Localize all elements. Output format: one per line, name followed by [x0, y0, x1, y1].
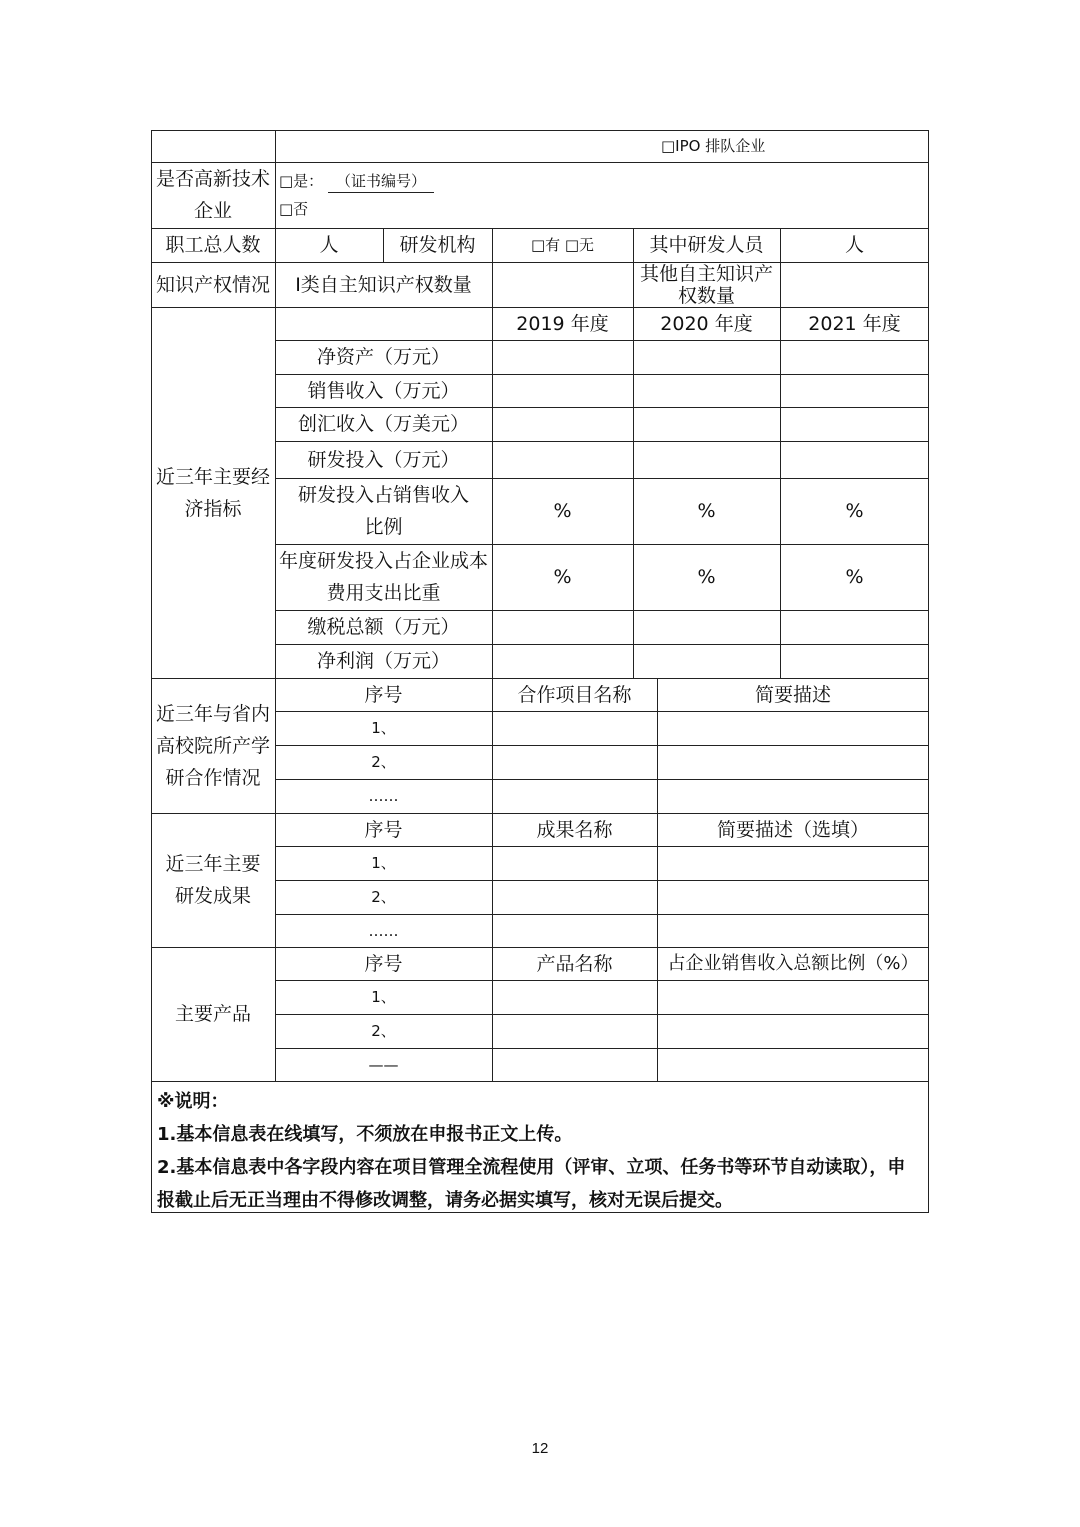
products-header-share: 占企业销售收入总额比例（%）: [667, 952, 919, 974]
results-header-index: 序号: [364, 818, 403, 841]
econ-value-field[interactable]: [492, 610, 633, 644]
coop-row-index: 1、: [371, 719, 396, 737]
econ-row-label: 研发投入占销售收入比例: [297, 484, 469, 538]
econ-row-label: 净资产（万元）: [316, 346, 450, 368]
ipo-queue-checkbox[interactable]: □IPO 排队企业: [661, 137, 766, 155]
econ-value-field[interactable]: [633, 644, 780, 678]
coop-desc-field[interactable]: [657, 779, 929, 813]
page-number: 12: [531, 1440, 549, 1457]
products-row-index: 2、: [371, 1022, 396, 1040]
instructions-note: [151, 1081, 929, 1213]
results-row-index: ……: [368, 921, 399, 940]
coop-project-field[interactable]: [492, 779, 657, 813]
coop-desc-field[interactable]: [657, 745, 929, 779]
econ-value-field[interactable]: [633, 407, 780, 441]
note-item-1: 1.基本信息表在线填写，不须放在申报书正文上传。: [157, 1124, 573, 1145]
econ-value-field[interactable]: [633, 441, 780, 478]
high-tech-label: 是否高新技术企业: [155, 168, 270, 222]
ip-other-label: 其他自主知识产权数量: [639, 262, 773, 307]
results-desc-field[interactable]: [657, 914, 929, 947]
results-name-field[interactable]: [492, 914, 657, 947]
ip-label: 知识产权情况: [155, 273, 270, 296]
staff-total-field[interactable]: 人: [319, 234, 339, 256]
coop-row-index: ……: [368, 787, 399, 805]
econ-value-field[interactable]: [780, 407, 929, 441]
note-title: ※说明：: [157, 1091, 229, 1112]
staff-total-label: 职工总人数: [165, 234, 261, 256]
high-tech-no-checkbox[interactable]: □否: [279, 200, 309, 218]
rd-staff-label: 其中研发人员: [649, 234, 764, 256]
results-header-name: 成果名称: [536, 818, 613, 841]
econ-value-field[interactable]: [633, 340, 780, 374]
ip-class1-field[interactable]: [492, 262, 633, 307]
basic-info-form: [151, 130, 929, 1213]
econ-value-field[interactable]: [633, 374, 780, 407]
econ-value-field[interactable]: [492, 407, 633, 441]
coop-row-index: 2、: [371, 753, 396, 771]
cert-number-field[interactable]: （证书编号）: [328, 170, 434, 193]
products-header-name: 产品名称: [536, 952, 613, 975]
econ-section-label: 近三年主要经济指标: [155, 465, 270, 520]
coop-header-index: 序号: [364, 683, 403, 706]
rd-org-label: 研发机构: [399, 234, 476, 256]
ip-class1-label: Ⅰ类自主知识产权数量: [295, 273, 472, 296]
rd-staff-field[interactable]: 人: [844, 234, 864, 256]
econ-value-field[interactable]: [780, 374, 929, 407]
econ-value-field[interactable]: [780, 644, 929, 678]
econ-value-field[interactable]: [492, 441, 633, 478]
high-tech-options: [275, 162, 929, 228]
results-row-index: 2、: [371, 888, 396, 906]
coop-header-desc: 简要描述: [754, 683, 831, 706]
products-share-field[interactable]: [657, 1048, 929, 1081]
products-share-field[interactable]: [657, 980, 929, 1014]
ip-other-field[interactable]: [780, 262, 929, 307]
high-tech-yes-checkbox[interactable]: □是： （证书编号）: [279, 167, 434, 195]
products-row-index: 1、: [371, 988, 396, 1006]
econ-percent-field[interactable]: %: [845, 566, 864, 588]
econ-value-field[interactable]: [780, 441, 929, 478]
products-name-field[interactable]: [492, 1014, 657, 1048]
results-header-desc: 简要描述（选填）: [716, 818, 869, 841]
products-name-field[interactable]: [492, 980, 657, 1014]
econ-row-label: 缴税总额（万元）: [307, 616, 460, 638]
products-header-index: 序号: [364, 952, 403, 975]
econ-value-field[interactable]: [492, 644, 633, 678]
coop-project-field[interactable]: [492, 711, 657, 745]
coop-project-field[interactable]: [492, 745, 657, 779]
results-name-field[interactable]: [492, 846, 657, 880]
econ-value-field[interactable]: [633, 610, 780, 644]
products-share-field[interactable]: [657, 1014, 929, 1048]
products-row-index: ——: [368, 1055, 399, 1074]
econ-percent-field[interactable]: %: [553, 500, 572, 522]
econ-percent-field[interactable]: %: [553, 566, 572, 588]
coop-header-project: 合作项目名称: [517, 683, 632, 706]
year-header-2020: 2020 年度: [660, 312, 753, 335]
results-desc-field[interactable]: [657, 846, 929, 880]
econ-value-field[interactable]: [492, 374, 633, 407]
year-header-2019: 2019 年度: [516, 312, 609, 335]
note-item-2: 2.基本信息表中各字段内容在项目管理全流程使用（评审、立项、任务书等环节自动读取），申报截止后无正当理由不得修改调整，请务必据实填写，核对无误后提交。: [157, 1157, 906, 1211]
year-header-2021: 2021 年度: [808, 312, 901, 335]
econ-value-field[interactable]: [492, 340, 633, 374]
products-section-label: 主要产品: [174, 1003, 251, 1025]
econ-percent-field[interactable]: %: [845, 500, 864, 522]
coop-desc-field[interactable]: [657, 711, 929, 745]
econ-row-label: 销售收入（万元）: [307, 379, 460, 402]
econ-value-field[interactable]: [780, 340, 929, 374]
econ-value-field[interactable]: [780, 610, 929, 644]
econ-percent-field[interactable]: %: [697, 500, 716, 522]
rd-org-checkboxes[interactable]: □有 □无: [530, 236, 595, 254]
results-desc-field[interactable]: [657, 880, 929, 914]
products-name-field[interactable]: [492, 1048, 657, 1081]
econ-row-label: 年度研发投入占企业成本费用支出比重: [278, 550, 488, 604]
econ-percent-field[interactable]: %: [697, 566, 716, 588]
coop-section-label: 近三年与省内高校院所产学研合作情况: [155, 702, 270, 789]
econ-row-label: 创汇收入（万美元）: [297, 413, 469, 435]
results-name-field[interactable]: [492, 880, 657, 914]
results-section-label: 近三年主要研发成果: [165, 853, 261, 907]
results-row-index: 1、: [371, 854, 396, 872]
econ-row-label: 净利润（万元）: [316, 650, 450, 672]
econ-row-label: 研发投入（万元）: [307, 448, 460, 471]
